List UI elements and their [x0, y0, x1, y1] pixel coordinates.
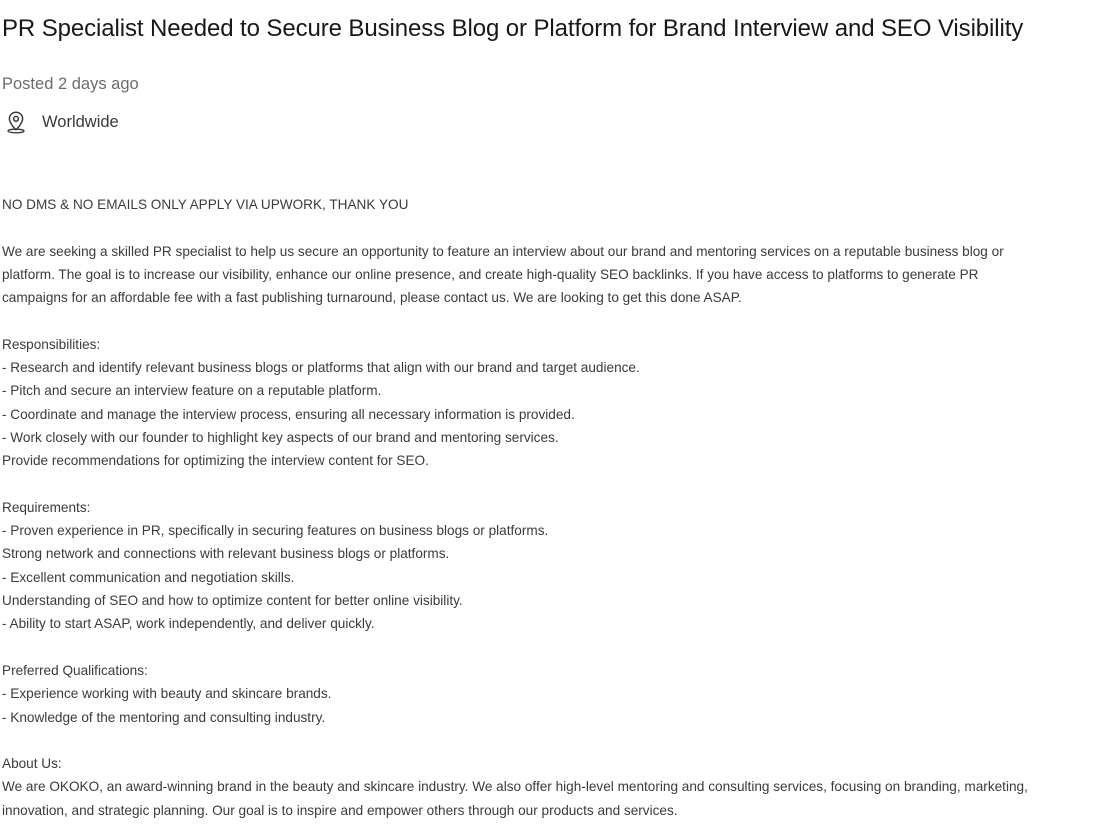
preferred-item: - Knowledge of the mentoring and consulting industry.: [2, 709, 326, 725]
responsibilities-heading: Responsibilities:: [2, 336, 101, 352]
responsibility-item: - Research and identify relevant business blogs or platforms that align with our brand and target audience.: [2, 360, 640, 376]
about-heading: About Us:: [2, 756, 62, 772]
about-line: We are OKOKO, an award-winning brand in the beauty and skincare industry. We also offer high-level mentoring and consulting services, focusing on branding, marketing,: [2, 779, 1028, 795]
map-pin-icon: [5, 110, 27, 134]
requirement-item: - Ability to start ASAP, work independently, and deliver quickly.: [2, 616, 375, 632]
about-line: innovation, and strategic planning. Our goal is to inspire and empower others through our products and services.: [2, 802, 678, 818]
responsibility-item: - Coordinate and manage the interview process, ensuring all necessary information is provided.: [2, 406, 575, 422]
intro-line: platform. The goal is to increase our visibility, enhance our online presence, and create high-quality SEO backlinks. If you have access to platforms to generate PR: [2, 266, 979, 282]
posted-date: Posted 2 days ago: [2, 75, 139, 93]
requirement-item: - Proven experience in PR, specifically in securing features on business blogs or platforms.: [2, 523, 549, 539]
requirements-heading: Requirements:: [2, 499, 91, 515]
requirement-item: Understanding of SEO and how to optimize content for better online visibility.: [2, 593, 463, 609]
preferred-heading: Preferred Qualifications:: [2, 662, 148, 678]
intro-line: campaigns for an affordable fee with a fast publishing turnaround, please contact us. We are looking to get this done ASAP.: [2, 290, 742, 306]
job-description: [2, 193, 1100, 822]
location-label: Worldwide: [42, 112, 119, 131]
responsibility-item: - Pitch and secure an interview feature on a reputable platform.: [2, 383, 382, 399]
job-title: PR Specialist Needed to Secure Business Blog or Platform for Brand Interview and SEO Visibility: [2, 15, 1024, 42]
responsibility-item: - Work closely with our founder to highlight key aspects of our brand and mentoring services.: [2, 429, 559, 445]
apply-notice: NO DMS & NO EMAILS ONLY APPLY VIA UPWORK, THANK YOU: [2, 197, 409, 212]
responsibility-item: Provide recommendations for optimizing the interview content for SEO.: [2, 453, 429, 469]
preferred-item: - Experience working with beauty and skincare brands.: [2, 686, 332, 702]
intro-line: We are seeking a skilled PR specialist to help us secure an opportunity to feature an interview about our brand and mentoring services on a reputable business blog or: [2, 243, 1004, 259]
job-posting: [2, 0, 1100, 825]
requirement-item: Strong network and connections with relevant business blogs or platforms.: [2, 546, 450, 562]
job-location: [5, 110, 119, 134]
requirement-item: - Excellent communication and negotiation skills.: [2, 569, 295, 585]
